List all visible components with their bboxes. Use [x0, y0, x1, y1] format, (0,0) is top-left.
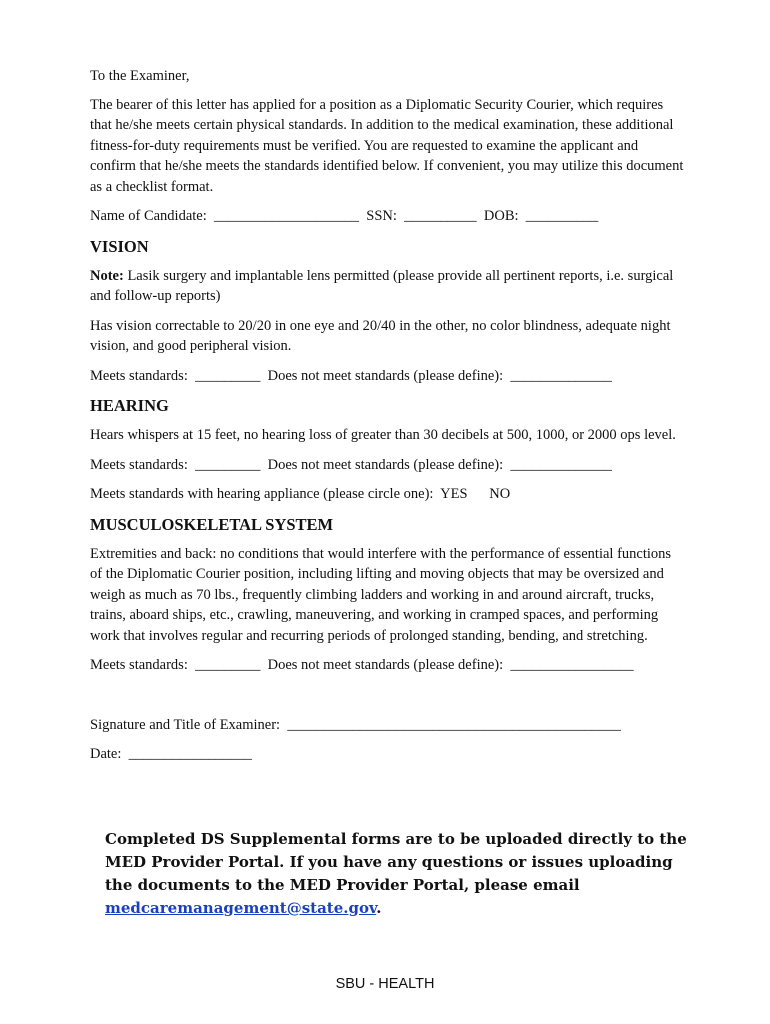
musculoskeletal-description: Extremities and back: no conditions that would interfere with the performance of essential functions of the Diplomatic Courier position, including lifting and moving objects that may be oversized and weigh as much as 70 lbs., frequently climbing ladders and working in and around aircraft, trucks, trains, aboard ships, etc., crawling, maneuvering, and working in cramped spaces, and performing work that involves regular and recurring periods of prolonged standing, bending, and stretching. — [90, 545, 672, 644]
vision-standards-line: Meets standards: _________ Does not meet standards (please define): ______________ — [90, 367, 612, 384]
signature-line: Signature and Title of Examiner: ______________________________________________ — [90, 716, 621, 733]
date-line: Date: _________________ — [90, 746, 252, 762]
vision-description: Has vision correctable to 20/20 in one eye and 20/40 in the other, no color blindness, adequate night vision, and good peripheral vision. — [90, 317, 671, 354]
note-text: Lasik surgery and implantable lens permitted (please provide all pertinent reports, i.e. surgical and follow-up reports) — [90, 267, 674, 304]
vision-note — [90, 266, 685, 307]
note-label: Note: — [90, 267, 124, 284]
musculoskeletal-heading: MUSCULOSKELETAL SYSTEM — [90, 514, 334, 534]
vision-heading: VISION — [90, 236, 149, 256]
musculoskeletal-standards-line: Meets standards: _________ Does not meet standards (please define): _________________ — [90, 657, 634, 673]
hearing-heading: HEARING — [90, 396, 169, 415]
notice-end: . — [376, 899, 382, 917]
hearing-description: Hears whispers at 15 feet, no hearing loss of greater than 30 decibels at 500, 1000, or 2000 ops level. — [90, 427, 676, 443]
hearing-standards-line: Meets standards: _________ Does not meet standards (please define): ______________ — [90, 456, 612, 473]
hearing-appliance-line: Meets standards with hearing appliance (please circle one): YES NO — [90, 486, 511, 502]
email-link[interactable]: medcaremanagement@state.gov — [105, 899, 377, 917]
salutation: To the Examiner, — [90, 68, 190, 84]
candidate-fields-line: Name of Candidate: ____________________ SSN: __________ DOB: __________ — [90, 208, 599, 224]
notice-text: Completed DS Supplemental forms are to be uploaded directly to the MED Provider Portal. If you have any questions or issues uploading the documents to the MED Provider Portal, please email — [105, 830, 687, 894]
intro-paragraph: The bearer of this letter has applied for a position as a Diplomatic Security Courier, which requires that he/she meets certain physical standards. In addition to the medical examination, these additional fitness-for-duty requirements must be verified. You are requested to examine the applicant and confirm that he/she meets the standards identified below. If convenient, you may utilize this document as a checklist format. — [90, 96, 684, 195]
spacer — [90, 685, 685, 715]
upload-notice — [105, 828, 695, 920]
letter-body — [90, 66, 685, 774]
footer-label: SBU - HEALTH — [335, 976, 435, 992]
